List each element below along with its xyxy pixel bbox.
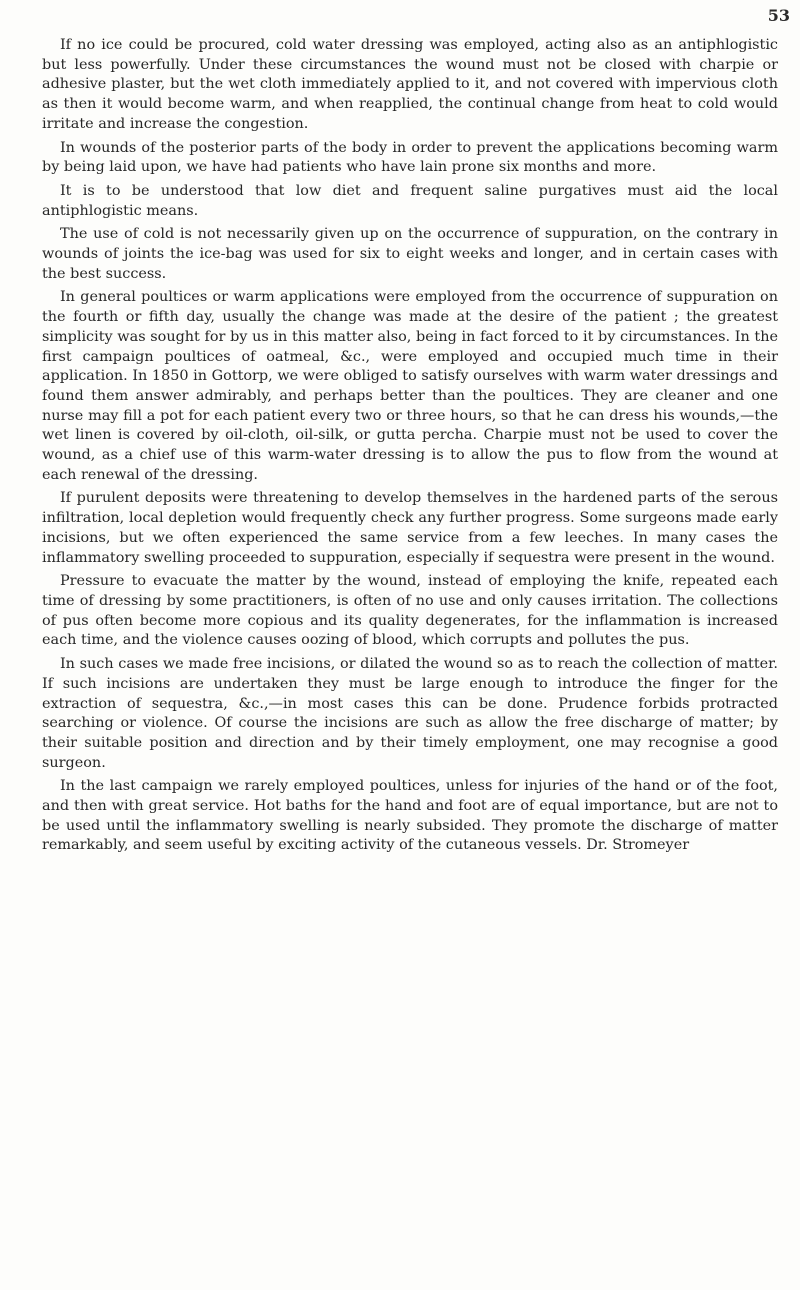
paragraph: In the last campaign we rarely employed poultices, unless for injuries of the hand or of the foot, and then with great service. Hot baths for the hand and foot are of equal importance, but are not to be used until the inflammatory swelling is nearly subsided. They promote the discharge of matter remarkably, and seem useful by exciting activity of the cutaneous vessels. Dr. Stromeyer: [42, 778, 778, 854]
paragraph: If no ice could be procured, cold water dressing was employed, acting also as an antiphlogistic but less powerfully. Under these circumstances the wound must not be closed with charpie or adhesive plaster, but the wet cloth immediately applied to it, and not covered with impervious cloth as then it would become warm, and when reapplied, the continual change from heat to cold would irritate and increase the congestion.: [42, 37, 778, 132]
paragraph: In such cases we made free incisions, or dilated the wound so as to reach the collection of matter. If such incisions are undertaken they must be large enough to introduce the finger for the extraction of sequestra, &c.,—in most cases this can be done. Prudence forbids protracted searching or violence. Of course the incisions are such as allow the free discharge of matter; by their suitable position and direction and by their timely employment, one may recognise a good surgeon.: [42, 656, 778, 771]
paragraph: In general poultices or warm applications were employed from the occurrence of suppuration on the fourth or fifth day, usually the change was made at the desire of the patient ; the greatest simplicity was sought for by us in this matter also, being in fact forced to it by circumstances. In the first campaign poultices of oatmeal, &c., were employed and occupied much time in their application. In 1850 in Gottorp, we were obliged to satisfy ourselves with warm water dressings and found them answer admirably, and perhaps better than the poultices. They are cleaner and one nurse may fill a pot for each patient every two or three hours, so that he can dress his wounds,—the wet linen is covered by oil-cloth, oil-silk, or gutta percha. Charpie must not be used to cover the wound, as a chief use of this warm-water dressing is to allow the pus to flow from the wound at each renewal of the dressing.: [42, 289, 778, 483]
paragraph: It is to be understood that low diet and frequent saline purgatives must aid the local antiphlogistic means.: [42, 182, 778, 219]
paragraph: The use of cold is not necessarily given up on the occurrence of suppuration, on the contrary in wounds of joints the ice-bag was used for six to eight weeks and longer, and in certain cases with the best success.: [42, 226, 778, 282]
page-number: 53: [767, 6, 790, 25]
paragraph: If purulent deposits were threatening to develop themselves in the hardened parts of the serous infiltration, local depletion would frequently check any further progress. Some surgeons made early incisions, but we often experienced the same service from a few leeches. In many cases the inflammatory swelling proceeded to suppuration, especially if sequestra were present in the wound.: [42, 490, 778, 566]
body-text: [42, 36, 778, 860]
paragraph: In wounds of the posterior parts of the body in order to prevent the applications becoming warm by being laid upon, we have had patients who have lain prone six months and more.: [42, 139, 778, 176]
paragraph: Pressure to evacuate the matter by the wound, instead of employing the knife, repeated each time of dressing by some practitioners, is often of no use and only causes irritation. The collections of pus often become more copious and its quality degenerates, for the inflammation is increased each time, and the violence causes oozing of blood, which corrupts and pollutes the pus.: [42, 573, 778, 649]
